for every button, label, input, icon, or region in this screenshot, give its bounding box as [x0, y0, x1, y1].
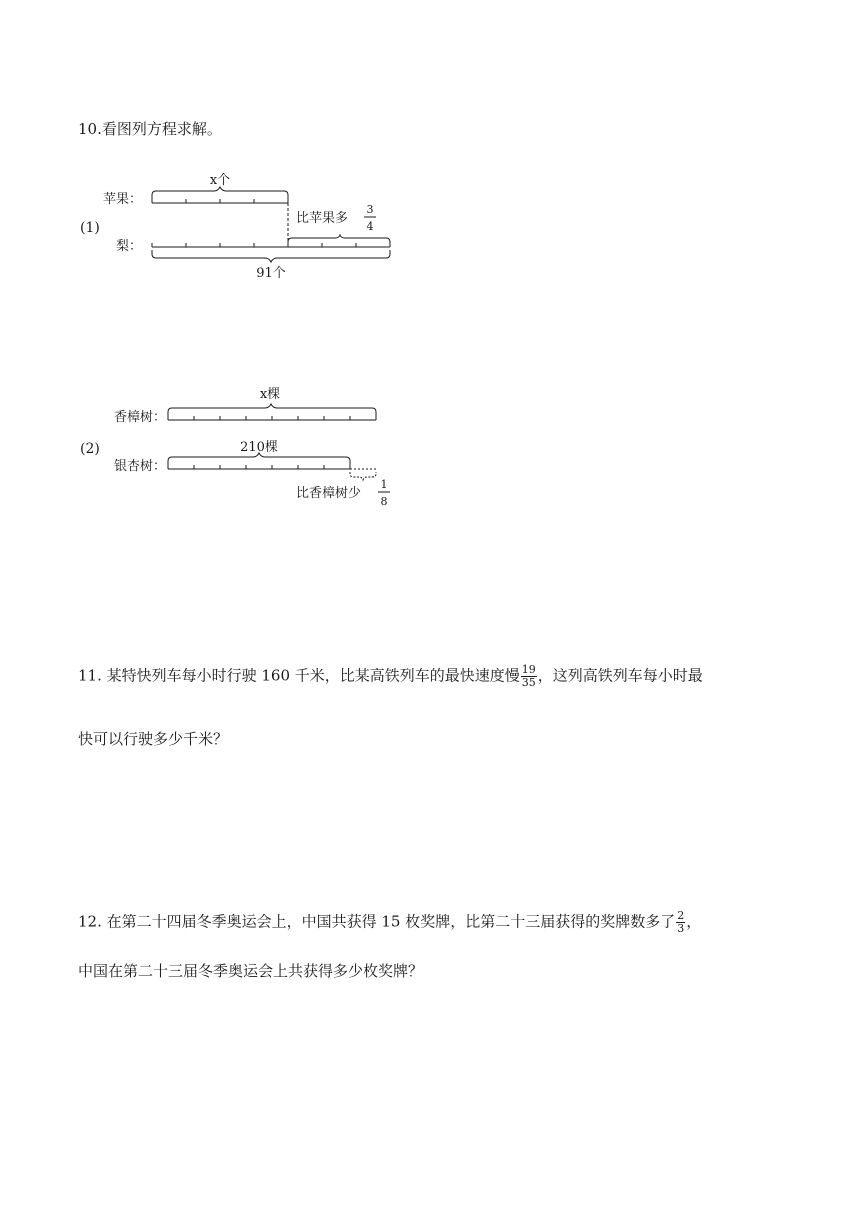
missing-part-brace	[350, 472, 376, 480]
q11-frac-den: 35	[521, 676, 536, 689]
apple-value-label: x个	[209, 173, 231, 188]
q11-line1	[78, 664, 703, 689]
q11-text-b: ，这列高铁列车每小时最	[537, 666, 703, 685]
frac2-den: 8	[380, 495, 388, 508]
camphor-top-brace	[168, 404, 376, 416]
ginkgo-compare-label: 比香樟树少	[296, 486, 362, 501]
part1-label: (1)	[80, 220, 100, 236]
camphor-bar	[168, 416, 376, 420]
ginkgo-value-label: 210棵	[240, 440, 278, 455]
q12-frac-num: 2	[677, 909, 685, 922]
q12-fraction	[676, 910, 685, 935]
part2-label: (2)	[80, 441, 100, 457]
ginkgo-bar	[168, 465, 350, 469]
ginkgo-row-label: 银杏树：	[113, 459, 166, 474]
q12-line1	[78, 910, 701, 935]
q12-text-a: 12. 在第二十四届冬季奥运会上，中国共获得 15 枚奖牌，比第二十三届获得的奖牌数多了	[78, 912, 676, 931]
camphor-row-label: 香樟树：	[113, 410, 166, 425]
apple-row-label: 苹果：	[102, 192, 142, 207]
q11-text-a: 11. 某特快列车每小时行驶 160 千米，比某高铁列车的最快速度慢	[78, 666, 520, 685]
q12-text-b: ，	[686, 912, 702, 931]
frac1-den: 4	[366, 220, 374, 233]
pear-row-label: 梨：	[115, 239, 142, 254]
frac1-num: 3	[366, 203, 374, 216]
q11-line2: 快可以行驶多少千米？	[78, 730, 229, 748]
q10-title: 10.看图列方程求解。	[78, 120, 222, 138]
pear-total-label: 91个	[256, 266, 286, 281]
q12-frac-den: 3	[677, 922, 685, 935]
camphor-value-label: x棵	[259, 387, 281, 402]
q11-frac-num: 19	[521, 663, 536, 676]
pear-compare-label: 比苹果多	[296, 211, 349, 226]
q12-line2: 中国在第二十三届冬季奥运会上共获得多少枚奖牌？	[78, 962, 424, 980]
q11-fraction	[521, 664, 537, 689]
frac2-num: 1	[380, 478, 388, 491]
